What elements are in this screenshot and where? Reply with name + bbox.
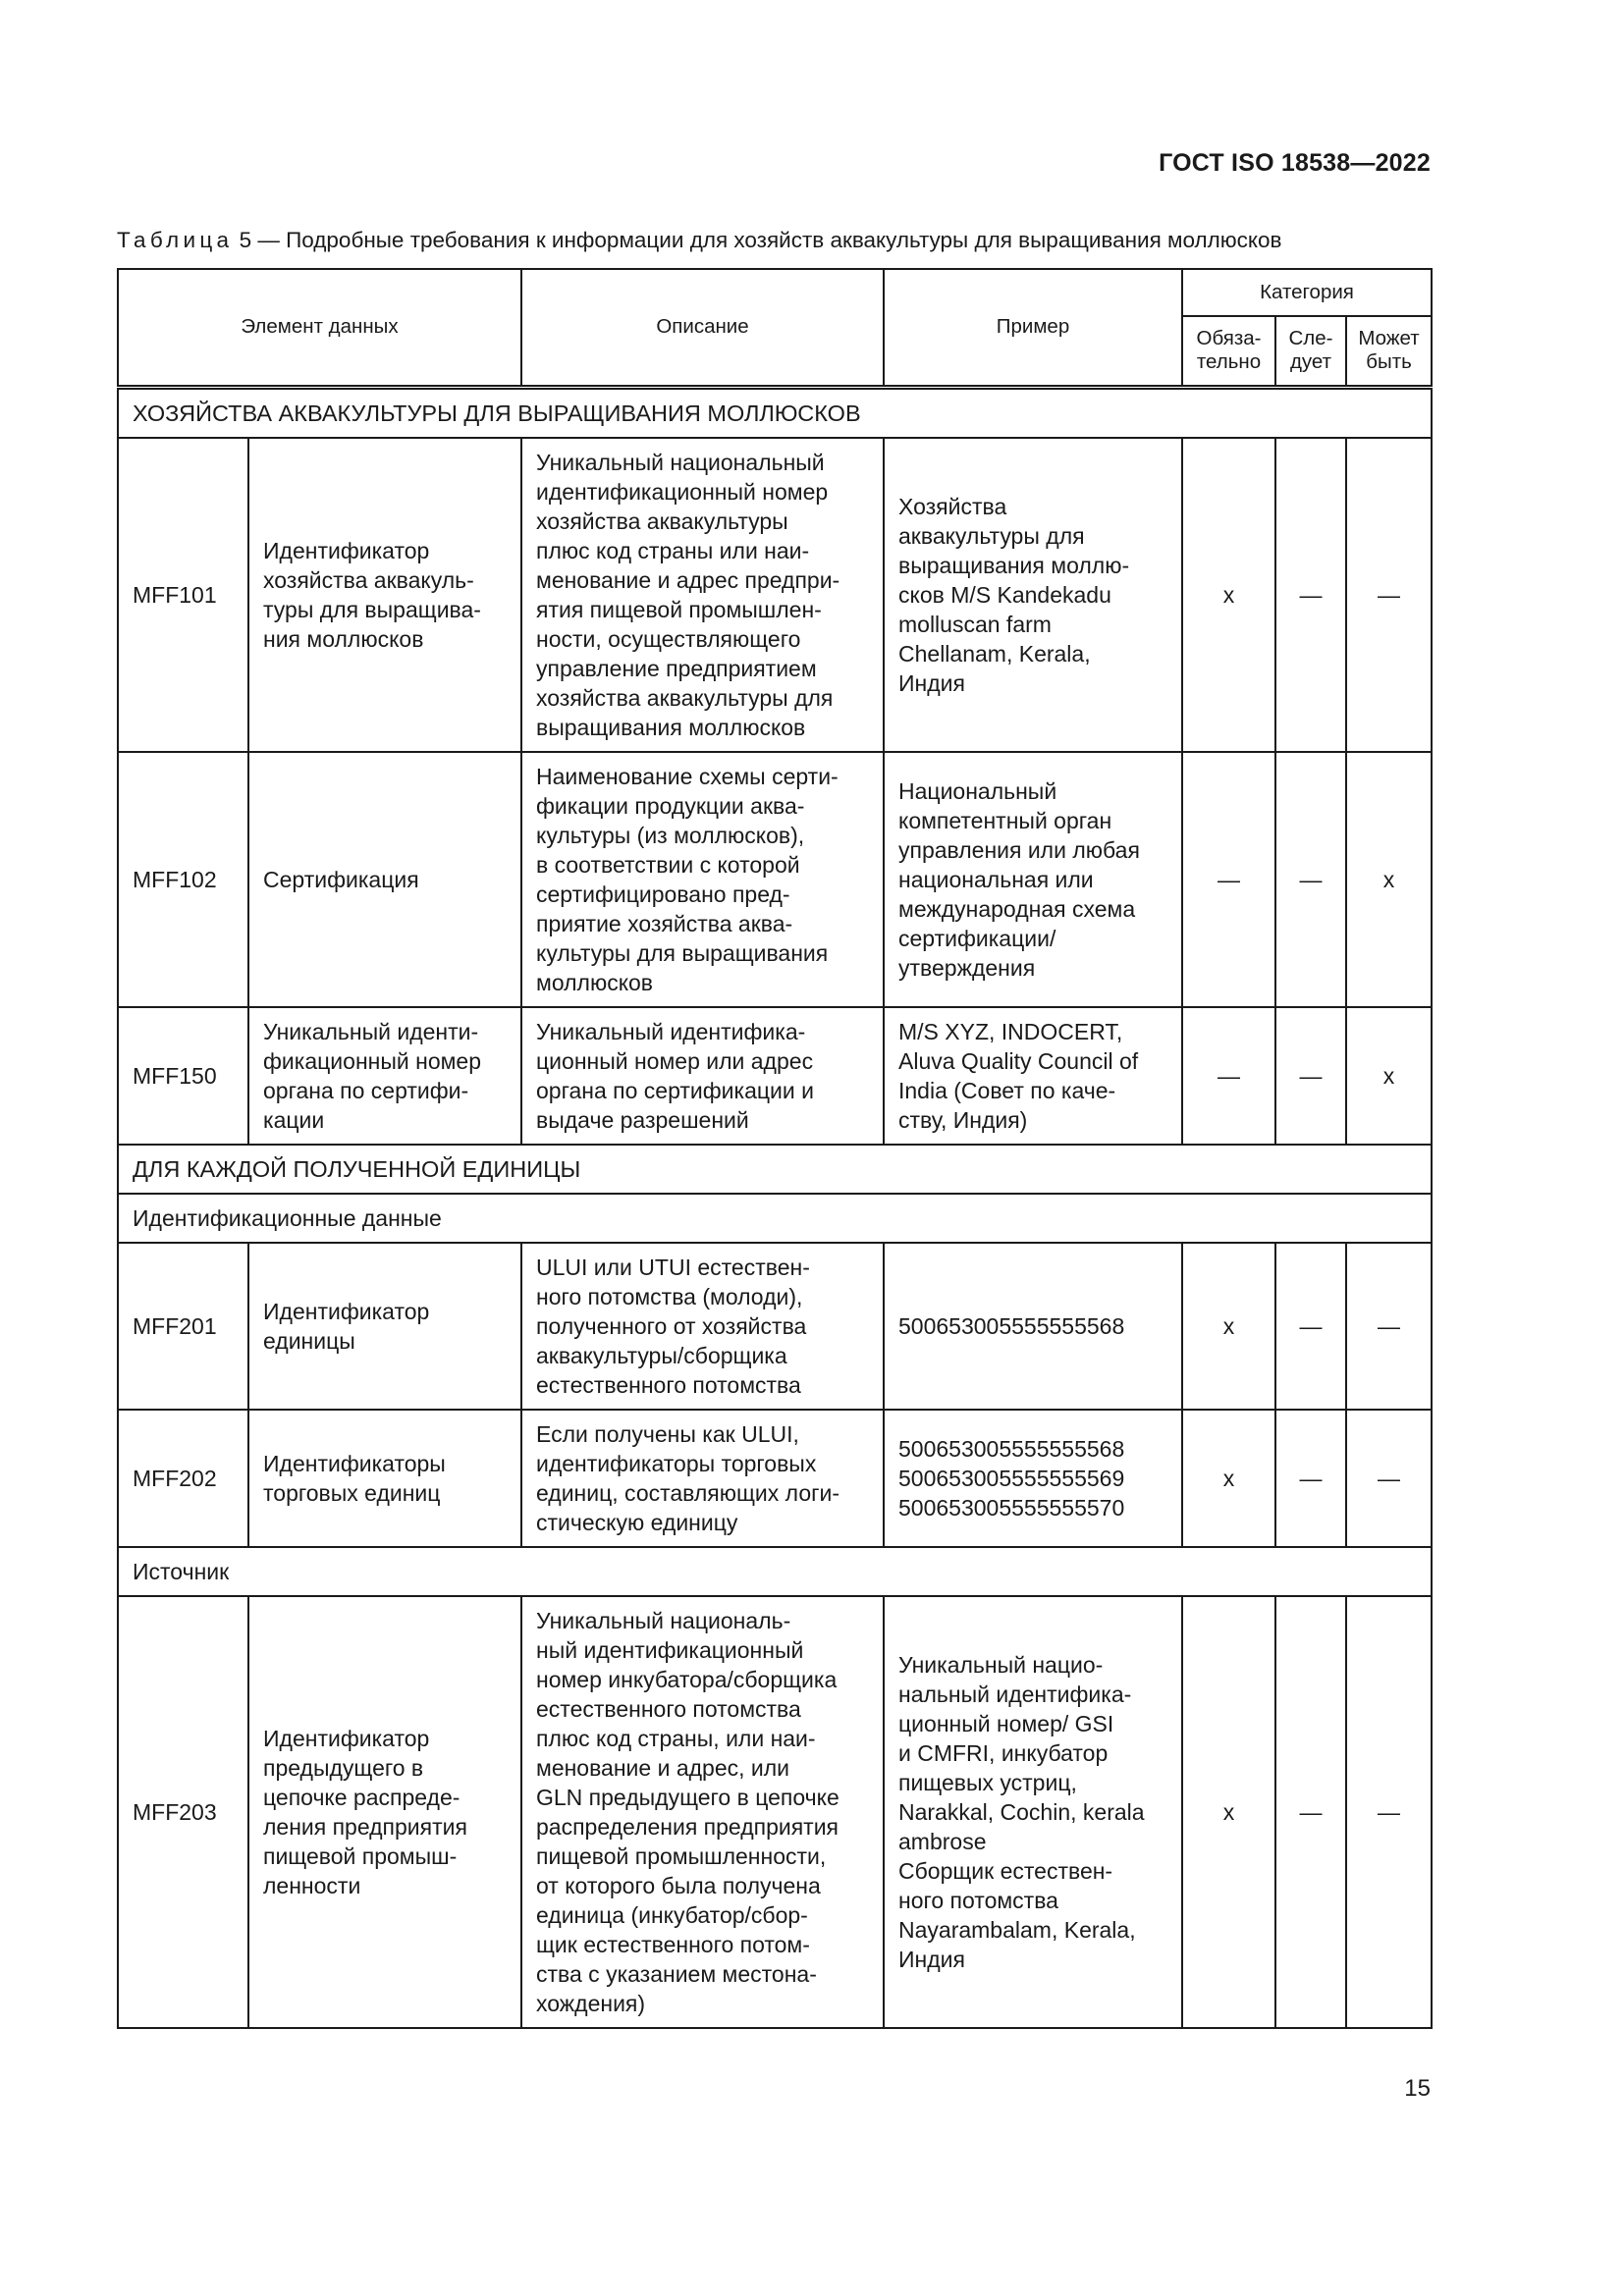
row-example-lines xyxy=(898,776,1167,983)
row-description-lines xyxy=(536,1419,869,1537)
row-example xyxy=(884,1410,1182,1547)
row-description-lines xyxy=(536,1253,869,1400)
text-line: Может xyxy=(1358,327,1420,350)
text-line: Уникальный национальный xyxy=(536,449,825,475)
row-should: — xyxy=(1275,1243,1346,1410)
text-line: полученного от хозяйства xyxy=(536,1312,807,1339)
text-line: ный идентификационный xyxy=(536,1636,804,1663)
row-name xyxy=(248,752,521,1007)
text-line: сертифицировано пред- xyxy=(536,881,790,907)
row-description xyxy=(521,1007,884,1145)
text-line: менование и адрес, или xyxy=(536,1754,790,1781)
row-name-lines xyxy=(263,1297,507,1356)
row-may: — xyxy=(1346,1243,1432,1410)
row-name xyxy=(248,1410,521,1547)
text-line: единица (инкубатор/сбор- xyxy=(536,1901,808,1928)
text-line: Обяза- xyxy=(1196,327,1262,350)
header-mandatory-lines xyxy=(1189,327,1269,374)
text-line: номер инкубатора/сборщика xyxy=(536,1666,838,1692)
text-line: дует xyxy=(1289,350,1332,374)
table-row xyxy=(118,1410,1432,1547)
text-line: в соответствии с которой xyxy=(536,851,800,878)
text-line: хозяйства аквакультуры xyxy=(536,507,788,534)
text-line: ного потомства (молоди), xyxy=(536,1283,803,1309)
text-line: единицы xyxy=(263,1327,355,1354)
table-caption xyxy=(117,228,1282,253)
table-row xyxy=(118,1243,1432,1410)
text-line: приятие хозяйства аква- xyxy=(536,910,793,936)
text-line: тельно xyxy=(1196,350,1262,374)
text-line: моллюсков xyxy=(536,969,654,995)
text-line: утверждения xyxy=(898,954,1036,981)
row-name xyxy=(248,438,521,752)
table-row xyxy=(118,752,1432,1007)
row-description xyxy=(521,438,884,752)
row-example-lines xyxy=(898,1434,1167,1522)
text-line: фикации продукции аква- xyxy=(536,792,805,819)
row-name-lines xyxy=(263,1724,507,1900)
header-should-lines xyxy=(1282,327,1339,374)
row-mandatory: x xyxy=(1182,1410,1275,1547)
row-example-lines xyxy=(898,1017,1167,1135)
text-line: плюс код страны, или наи- xyxy=(536,1725,816,1751)
text-line: идентификационный номер xyxy=(536,478,829,505)
text-line: Сборщик естествен- xyxy=(898,1857,1113,1884)
text-line: Aluva Quality Council of xyxy=(898,1047,1139,1074)
row-name xyxy=(248,1243,521,1410)
text-line: стическую единицу xyxy=(536,1509,738,1535)
row-description xyxy=(521,1243,884,1410)
row-name-lines xyxy=(263,536,507,654)
subsection-identification: Идентификационные данные xyxy=(118,1194,1432,1243)
row-example xyxy=(884,1243,1182,1410)
text-line: Наименование схемы серти- xyxy=(536,763,839,789)
table-row xyxy=(118,438,1432,752)
text-line: органа по сертификации и xyxy=(536,1077,814,1103)
text-line: ционный номер или адрес xyxy=(536,1047,814,1074)
row-example xyxy=(884,438,1182,752)
row-should: — xyxy=(1275,752,1346,1007)
document-code: ГОСТ ISO 18538—2022 xyxy=(1159,149,1431,177)
text-line: идентификаторы торговых xyxy=(536,1450,817,1476)
text-line: цепочке распреде- xyxy=(263,1784,460,1810)
row-may: — xyxy=(1346,438,1432,752)
header-example: Пример xyxy=(884,269,1182,387)
text-line: Уникальный идентифика- xyxy=(536,1018,806,1044)
text-line: выращивания моллю- xyxy=(898,552,1130,578)
text-line: быть xyxy=(1366,350,1412,374)
row-description xyxy=(521,752,884,1007)
text-line: аквакультуры/сборщика xyxy=(536,1342,787,1368)
row-should: — xyxy=(1275,1596,1346,2028)
text-line: фикационный номер xyxy=(263,1047,482,1074)
row-name-lines xyxy=(263,1017,507,1135)
text-line: менование и адрес предпри- xyxy=(536,566,840,593)
header-may-lines xyxy=(1353,327,1425,374)
text-line: национальная или xyxy=(898,866,1094,892)
text-line: выдаче разрешений xyxy=(536,1106,749,1133)
section-farms: ХОЗЯЙСТВА АКВАКУЛЬТУРЫ ДЛЯ ВЫРАЩИВАНИЯ МОЛЛЮСКОВ xyxy=(118,387,1432,438)
text-line: Nayarambalam, Kerala, xyxy=(898,1916,1136,1943)
text-line: сертификации/ xyxy=(898,925,1056,951)
row-example-lines xyxy=(898,1311,1167,1341)
text-line: и CMFRI, инкубатор xyxy=(898,1739,1109,1766)
text-line: Уникальный нацио- xyxy=(898,1651,1104,1678)
text-line: сков M/S Kandekadu xyxy=(898,581,1111,608)
table-caption-text: 5 — Подробные требования к информации для хозяйств аквакультуры для выращивания моллюсков xyxy=(233,228,1282,252)
row-description-lines xyxy=(536,1017,869,1135)
text-line: культуры (из моллюсков), xyxy=(536,822,805,848)
text-line: Идентификаторы xyxy=(263,1450,446,1476)
text-line: культуры для выращивания xyxy=(536,939,829,966)
text-line: единиц, составляющих логи- xyxy=(536,1479,840,1506)
text-line: Уникальный иденти- xyxy=(263,1018,479,1044)
header-data-element: Элемент данных xyxy=(118,269,521,387)
subsection-source: Источник xyxy=(118,1547,1432,1596)
text-line: пищевой промыш- xyxy=(263,1842,458,1869)
text-line: ства с указанием местона- xyxy=(536,1960,817,1987)
text-line: аквакультуры для xyxy=(898,522,1085,549)
text-line: GLN предыдущего в цепочке xyxy=(536,1784,839,1810)
text-line: Если получены как ULUI, xyxy=(536,1420,799,1447)
text-line: хождения) xyxy=(536,1990,646,2016)
row-code: MFF102 xyxy=(118,752,248,1007)
text-line: хозяйства аквакуль- xyxy=(263,566,474,593)
row-code: MFF101 xyxy=(118,438,248,752)
header-mandatory xyxy=(1182,316,1275,387)
row-example xyxy=(884,752,1182,1007)
row-mandatory: — xyxy=(1182,752,1275,1007)
text-line: международная схема xyxy=(898,895,1136,922)
text-line: распределения предприятия xyxy=(536,1813,839,1840)
row-may: x xyxy=(1346,1007,1432,1145)
text-line: ятия пищевой промышлен- xyxy=(536,596,822,622)
row-description-lines xyxy=(536,448,869,742)
header-may xyxy=(1346,316,1432,387)
text-line: ambrose xyxy=(898,1828,987,1854)
text-line: Индия xyxy=(898,1946,965,1972)
text-line: ного потомства xyxy=(898,1887,1058,1913)
text-line: molluscan farm xyxy=(898,611,1052,637)
table-caption-lead: Таблица xyxy=(117,228,234,252)
text-line: ству, Индия) xyxy=(898,1106,1028,1133)
text-line: Сертификация xyxy=(263,866,419,892)
text-line: ционный номер/ GSI xyxy=(898,1710,1114,1736)
section-each-unit: ДЛЯ КАЖДОЙ ПОЛУЧЕННОЙ ЕДИНИЦЫ xyxy=(118,1145,1432,1194)
row-description-lines xyxy=(536,762,869,997)
row-mandatory: x xyxy=(1182,438,1275,752)
row-mandatory: x xyxy=(1182,1243,1275,1410)
row-may: x xyxy=(1346,752,1432,1007)
requirements-table xyxy=(117,268,1433,2029)
text-line: ления предприятия xyxy=(263,1813,467,1840)
row-description xyxy=(521,1410,884,1547)
header-description: Описание xyxy=(521,269,884,387)
text-line: Идентификатор xyxy=(263,537,430,563)
row-mandatory: x xyxy=(1182,1596,1275,2028)
text-line: естественного потомства xyxy=(536,1695,801,1722)
text-line: естественного потомства xyxy=(536,1371,801,1398)
text-line: 500653005555555569 xyxy=(898,1465,1125,1491)
text-line: кации xyxy=(263,1106,325,1133)
text-line: органа по сертифи- xyxy=(263,1077,469,1103)
text-line: ULUI или UTUI естествен- xyxy=(536,1254,810,1280)
text-line: щик естественного потом- xyxy=(536,1931,810,1957)
text-line: Национальный xyxy=(898,777,1057,804)
text-line: 500653005555555568 xyxy=(898,1312,1125,1339)
row-code: MFF201 xyxy=(118,1243,248,1410)
text-line: Идентификатор xyxy=(263,1298,430,1324)
header-should xyxy=(1275,316,1346,387)
table-row xyxy=(118,1596,1432,2028)
text-line: M/S XYZ, INDOCERT, xyxy=(898,1018,1123,1044)
table-row xyxy=(118,1007,1432,1145)
header-category: Категория xyxy=(1182,269,1432,316)
row-should: — xyxy=(1275,1410,1346,1547)
row-name-lines xyxy=(263,865,507,894)
text-line: нальный идентифика- xyxy=(898,1681,1132,1707)
row-may: — xyxy=(1346,1410,1432,1547)
text-line: пищевых устриц, xyxy=(898,1769,1077,1795)
row-description xyxy=(521,1596,884,2028)
text-line: Сле- xyxy=(1288,327,1333,350)
row-example-lines xyxy=(898,492,1167,698)
row-code: MFF150 xyxy=(118,1007,248,1145)
row-name-lines xyxy=(263,1449,507,1508)
text-line: Chellanam, Kerala, xyxy=(898,640,1091,667)
text-line: выращивания моллюсков xyxy=(536,714,806,740)
page-number: 15 xyxy=(1404,2075,1431,2102)
text-line: ности, осуществляющего xyxy=(536,625,801,652)
text-line: ния моллюсков xyxy=(263,625,424,652)
row-code: MFF202 xyxy=(118,1410,248,1547)
text-line: 500653005555555570 xyxy=(898,1494,1125,1521)
text-line: Идентификатор xyxy=(263,1725,430,1751)
text-line: Уникальный националь- xyxy=(536,1607,791,1633)
text-line: хозяйства аквакультуры для xyxy=(536,684,834,711)
row-example xyxy=(884,1007,1182,1145)
text-line: Индия xyxy=(898,669,965,696)
text-line: туры для выращива- xyxy=(263,596,481,622)
text-line: управления или любая xyxy=(898,836,1140,863)
row-code: MFF203 xyxy=(118,1596,248,2028)
text-line: India (Совет по каче- xyxy=(898,1077,1116,1103)
row-example-lines xyxy=(898,1650,1167,1974)
row-mandatory: — xyxy=(1182,1007,1275,1145)
text-line: пищевой промышленности, xyxy=(536,1842,827,1869)
row-should: — xyxy=(1275,438,1346,752)
text-line: торговых единиц xyxy=(263,1479,441,1506)
text-line: плюс код страны или наи- xyxy=(536,537,810,563)
row-description-lines xyxy=(536,1606,869,2018)
text-line: компетентный орган xyxy=(898,807,1112,833)
text-line: управление предприятием xyxy=(536,655,817,681)
text-line: от которого была получена xyxy=(536,1872,821,1898)
text-line: предыдущего в xyxy=(263,1754,424,1781)
row-example xyxy=(884,1596,1182,2028)
row-may: — xyxy=(1346,1596,1432,2028)
row-name xyxy=(248,1007,521,1145)
row-name xyxy=(248,1596,521,2028)
text-line: Хозяйства xyxy=(898,493,1007,519)
text-line: Narakkal, Cochin, kerala xyxy=(898,1798,1145,1825)
text-line: 500653005555555568 xyxy=(898,1435,1125,1462)
text-line: ленности xyxy=(263,1872,361,1898)
row-should: — xyxy=(1275,1007,1346,1145)
